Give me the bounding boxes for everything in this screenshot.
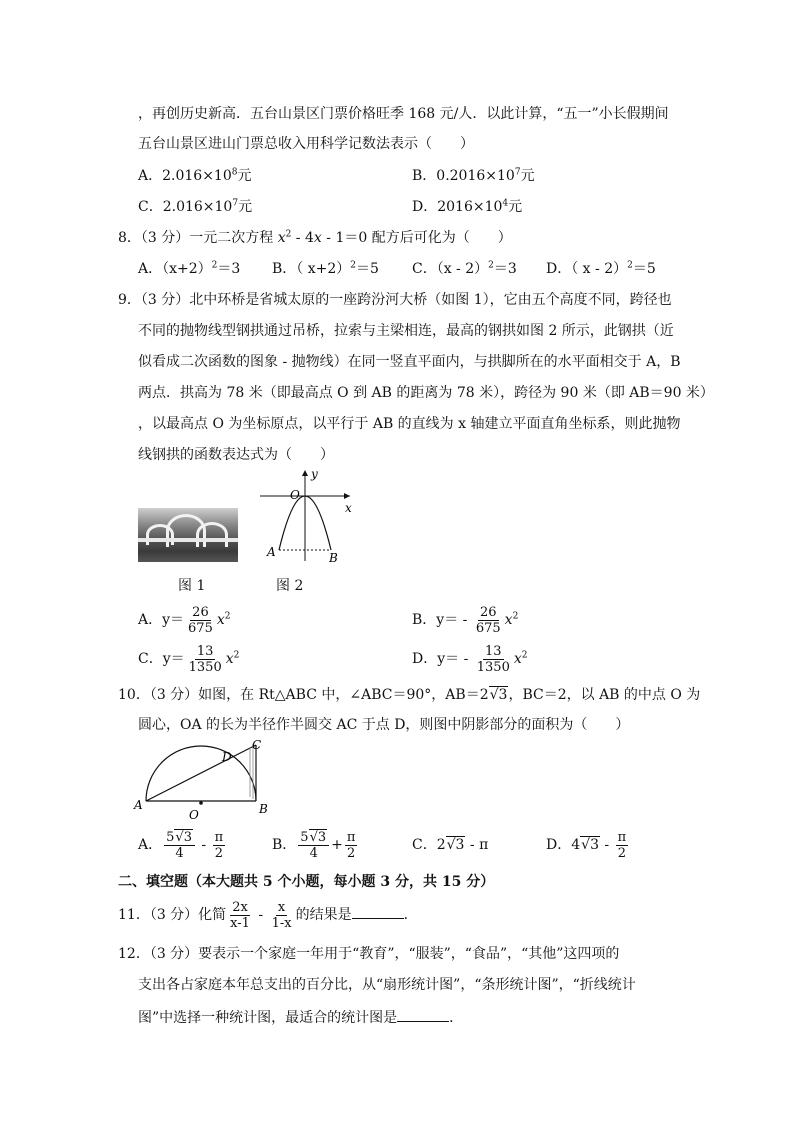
label-c: C <box>252 738 262 752</box>
q8-option-d[interactable]: D．（ x - 2）$^2$＝5 <box>546 260 656 277</box>
label-a: A <box>134 798 143 812</box>
q8-option-b[interactable]: B．（ x+2）$^2$＝5 <box>272 260 379 277</box>
label-b: B <box>259 802 268 816</box>
semicircle-figure <box>132 735 272 823</box>
segment-ac <box>146 745 256 801</box>
section-title: 二、填空题（本大题共 5 个小题，每小题 3 分，共 15 分） <box>118 874 495 890</box>
q9-line6: 线钢拱的函数表达式为（ ） <box>138 447 334 463</box>
q12-line2: 支出各占家庭本年总支出的百分比，从“扇形统计图”，“条形统计图”，“折线统计 <box>138 977 636 993</box>
q9-line1: 9．（3 分）北中环桥是省城太原的一座跨汾河大桥（如图 1），它由五个高度不同，跨径也 <box>118 292 672 308</box>
q7-option-c[interactable]: C．$2.016\times 10^7$元 <box>138 198 253 215</box>
q7-line2: 五台山景区进山门票总收入用科学记数法表示（ ） <box>138 136 474 152</box>
figure-1-caption: 图 1 <box>178 578 206 594</box>
label-d: D <box>222 750 232 764</box>
q11-stem: 11．（3 分）化简 $\frac{2x}{x-1}$ - $\frac{x}{1-x}$ 的结果是 ． <box>118 899 418 931</box>
q9-line4: 两点．拱高为 78 米（即最高点 O 到 AB 的距离为 78 米），跨径为 90 米（即 AB＝90 米） <box>138 385 714 401</box>
label-o: O <box>290 488 300 502</box>
label-a: A <box>267 545 276 559</box>
q10-option-b[interactable]: B． $\frac{5√3}{4}$ + $\frac{\pi}{2}$ <box>272 829 356 861</box>
figure-2-caption: 图 2 <box>276 578 304 594</box>
q9-option-c[interactable]: C．y＝ $\frac{13}{1350}$ $x^2$ <box>138 643 240 675</box>
x-axis-arrow <box>344 493 350 499</box>
label-x: x <box>345 501 352 515</box>
q10-line2: 圆心，OA 的长为半径作半圆交 AC 于点 D，则图中阴影部分的面积为（ ） <box>138 717 630 733</box>
label-o: O <box>189 808 199 822</box>
q12-line3: 图”中选择一种统计图，最适合的统计图是 ． <box>138 1007 463 1028</box>
q9-line5: ，以最高点 O 为坐标原点，以平行于 AB 的直线为 x 轴建立平面直角坐标系，则此抛物 <box>138 416 681 432</box>
q9-line3: 似看成二次函数的图象 - 抛物线）在同一竖直平面内，与拱脚所在的水平面相交于 A，B <box>138 354 681 370</box>
q9-line2: 不同的抛物线型钢拱通过吊桥，拉索与主梁相连，最高的钢拱如图 2 所示，此钢拱（近 <box>138 323 674 339</box>
point-o <box>199 801 203 805</box>
answer-blank[interactable] <box>352 904 404 919</box>
q7-option-d[interactable]: D．$2016\times 10^4$元 <box>412 198 523 215</box>
q10-option-d[interactable]: D．4√3 - $\frac{\pi}{2}$ <box>546 829 627 861</box>
label-b: B <box>329 551 338 565</box>
q12-line1: 12．（3 分）要表示一个家庭一年用于“教育”，“服装”，“食品”，“其他”这四项的 <box>118 946 620 962</box>
q7-line1: ，再创历史新高．五台山景区门票价格旺季 168 元/人．以此计算，“五一”小长假期间 <box>138 106 669 122</box>
q9-option-d[interactable]: D．y＝ - $\frac{13}{1350}$ $x^2$ <box>412 643 528 675</box>
label-y: y <box>311 467 318 481</box>
parabola-figure <box>255 466 365 566</box>
q7-option-a[interactable]: A．$2.016\times 10^8$元 <box>138 167 252 184</box>
q8-stem: 8．（3 分）一元二次方程 $x^2 - 4x - 1=0$ 配方后可化为（ ） <box>118 229 512 246</box>
bridge-photo <box>138 508 238 562</box>
y-axis-arrow <box>302 470 308 476</box>
q8-option-a[interactable]: A．$(x+2)^2=3$ <box>138 260 241 277</box>
q9-option-b[interactable]: B．y＝ - $\frac{26}{675}$ $x^2$ <box>412 604 519 636</box>
q10-line1: 10．（3 分）如图，在 Rt△ABC 中，∠ABC＝90°，AB＝2√3，BC＝2，以 AB 的中点 O 为 <box>118 687 701 703</box>
answer-blank[interactable] <box>397 1007 449 1022</box>
q9-option-a[interactable]: A．y＝ $\frac{26}{675}$ $x^2$ <box>138 604 231 636</box>
q10-option-c[interactable]: C．2√3 - π <box>412 837 489 853</box>
q10-option-a[interactable]: A． $\frac{5√3}{4}$ - $\frac{\pi}{2}$ <box>138 829 224 861</box>
q7-option-b[interactable]: B．$0.2016\times 10^7$元 <box>412 167 535 184</box>
q8-option-c[interactable]: C．（x - 2）$^2$＝3 <box>412 260 517 277</box>
